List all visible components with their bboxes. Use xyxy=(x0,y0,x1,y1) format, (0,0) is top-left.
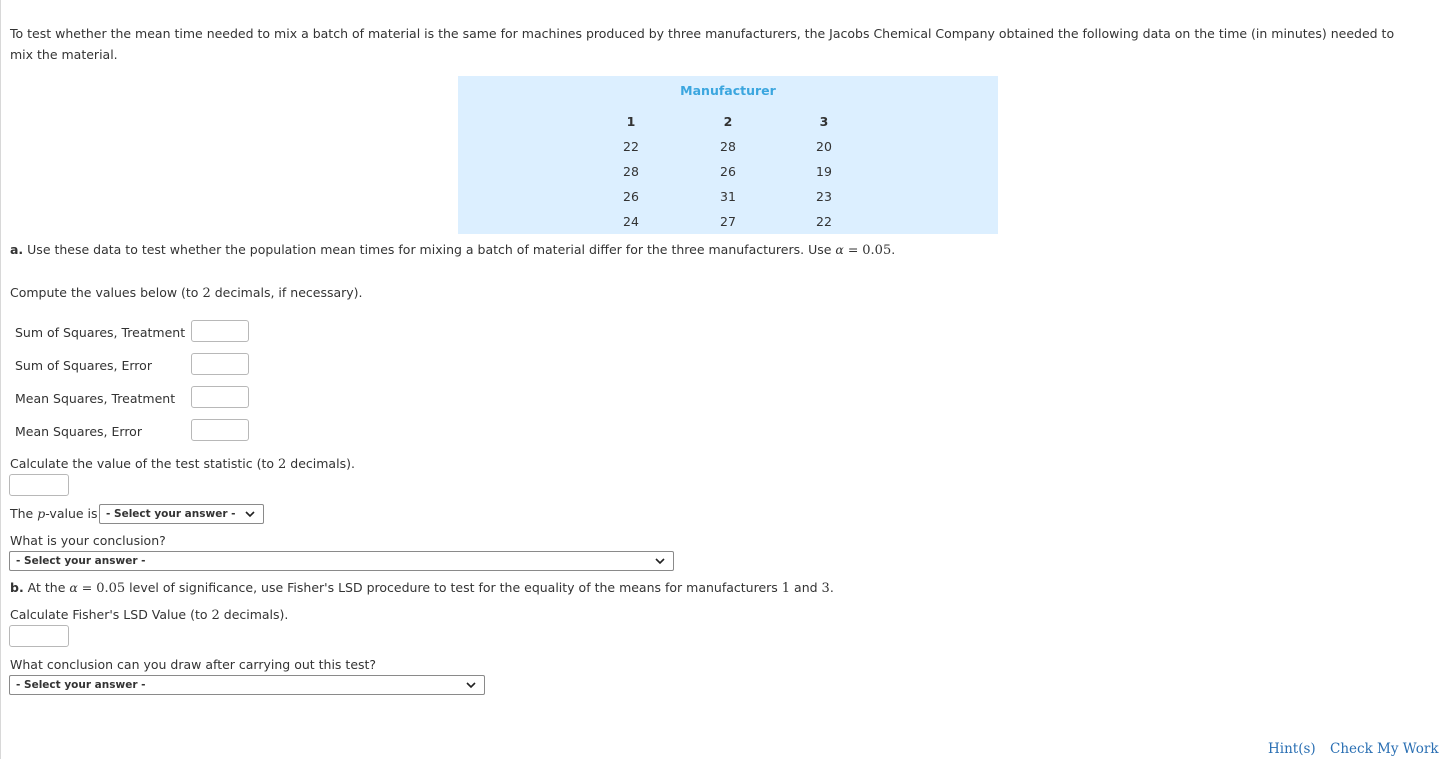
alpha-value: 0.05 xyxy=(96,581,126,596)
manufacturer-table xyxy=(458,76,998,234)
ss-error-input[interactable] xyxy=(191,353,249,375)
left-border xyxy=(0,0,1,759)
table-cell: 20 xyxy=(816,139,832,154)
table-cell: 26 xyxy=(720,164,736,179)
table-cell: 22 xyxy=(816,214,832,229)
alpha-symbol: α xyxy=(835,242,844,257)
p-value-select[interactable]: - Select your answer - xyxy=(99,504,264,524)
table-cell: 19 xyxy=(816,164,832,179)
header-manufacturer-2: 2 xyxy=(723,114,733,129)
table-cell: 28 xyxy=(720,139,736,154)
lsd-instruction: Calculate Fisher's LSD Value (to 2 decimals). xyxy=(10,607,289,623)
chevron-down-icon xyxy=(653,554,667,568)
lsd-conclusion-question: What conclusion can you draw after carrying out this test? xyxy=(10,657,377,672)
conclusion-question: What is your conclusion? xyxy=(10,533,166,548)
p-value-label: The p-value is xyxy=(10,506,98,521)
lsd-input[interactable] xyxy=(9,625,69,647)
part-b-marker: b. xyxy=(10,580,24,595)
alpha-symbol: α xyxy=(69,580,78,595)
table-cell: 27 xyxy=(720,214,736,229)
alpha-value: 0.05 xyxy=(862,243,892,258)
test-statistic-input[interactable] xyxy=(9,474,69,496)
part-a-prompt: a. Use these data to test whether the population mean times for mixing a batch of material differ for the three manufacturers. Use α = 0.05. xyxy=(10,242,896,258)
ss-treatment-label: Sum of Squares, Treatment xyxy=(15,325,186,340)
chevron-down-icon xyxy=(464,678,478,692)
header-manufacturer-1: 1 xyxy=(626,114,636,129)
lsd-conclusion-select[interactable]: - Select your answer - xyxy=(9,675,485,695)
table-cell: 26 xyxy=(623,189,639,204)
table-cell: 22 xyxy=(623,139,639,154)
hint-link[interactable]: Hint(s) xyxy=(1268,741,1316,757)
ms-treatment-label: Mean Squares, Treatment xyxy=(15,391,176,406)
ss-error-label: Sum of Squares, Error xyxy=(15,358,152,373)
check-my-work-link[interactable]: Check My Work xyxy=(1330,741,1439,757)
part-b-prompt: b. At the α = 0.05 level of significance, use Fisher's LSD procedure to test for the equality of the means for manufacturers 1 and 3. xyxy=(10,580,834,596)
table-cell: 23 xyxy=(816,189,832,204)
table-title: Manufacturer xyxy=(680,83,776,98)
ms-error-input[interactable] xyxy=(191,419,249,441)
ms-treatment-input[interactable] xyxy=(191,386,249,408)
table-cell: 24 xyxy=(623,214,639,229)
conclusion-select[interactable]: - Select your answer - xyxy=(9,551,674,571)
test-statistic-instruction: Calculate the value of the test statistic (to 2 decimals). xyxy=(10,456,355,472)
ms-error-label: Mean Squares, Error xyxy=(15,424,142,439)
header-manufacturer-3: 3 xyxy=(819,114,829,129)
table-cell: 31 xyxy=(720,189,736,204)
chevron-down-icon xyxy=(243,507,257,521)
part-a-marker: a. xyxy=(10,242,24,257)
compute-instruction: Compute the values below (to 2 decimals, if necessary). xyxy=(10,285,363,301)
table-cell: 28 xyxy=(623,164,639,179)
ss-treatment-input[interactable] xyxy=(191,320,249,342)
p-symbol: p xyxy=(37,506,46,521)
intro-text: To test whether the mean time needed to mix a batch of material is the same for machines produced by three manufacturers, the Jacobs Chemical Company obtained the following data on the time (in minutes) needed to mix the material. xyxy=(10,26,1395,62)
